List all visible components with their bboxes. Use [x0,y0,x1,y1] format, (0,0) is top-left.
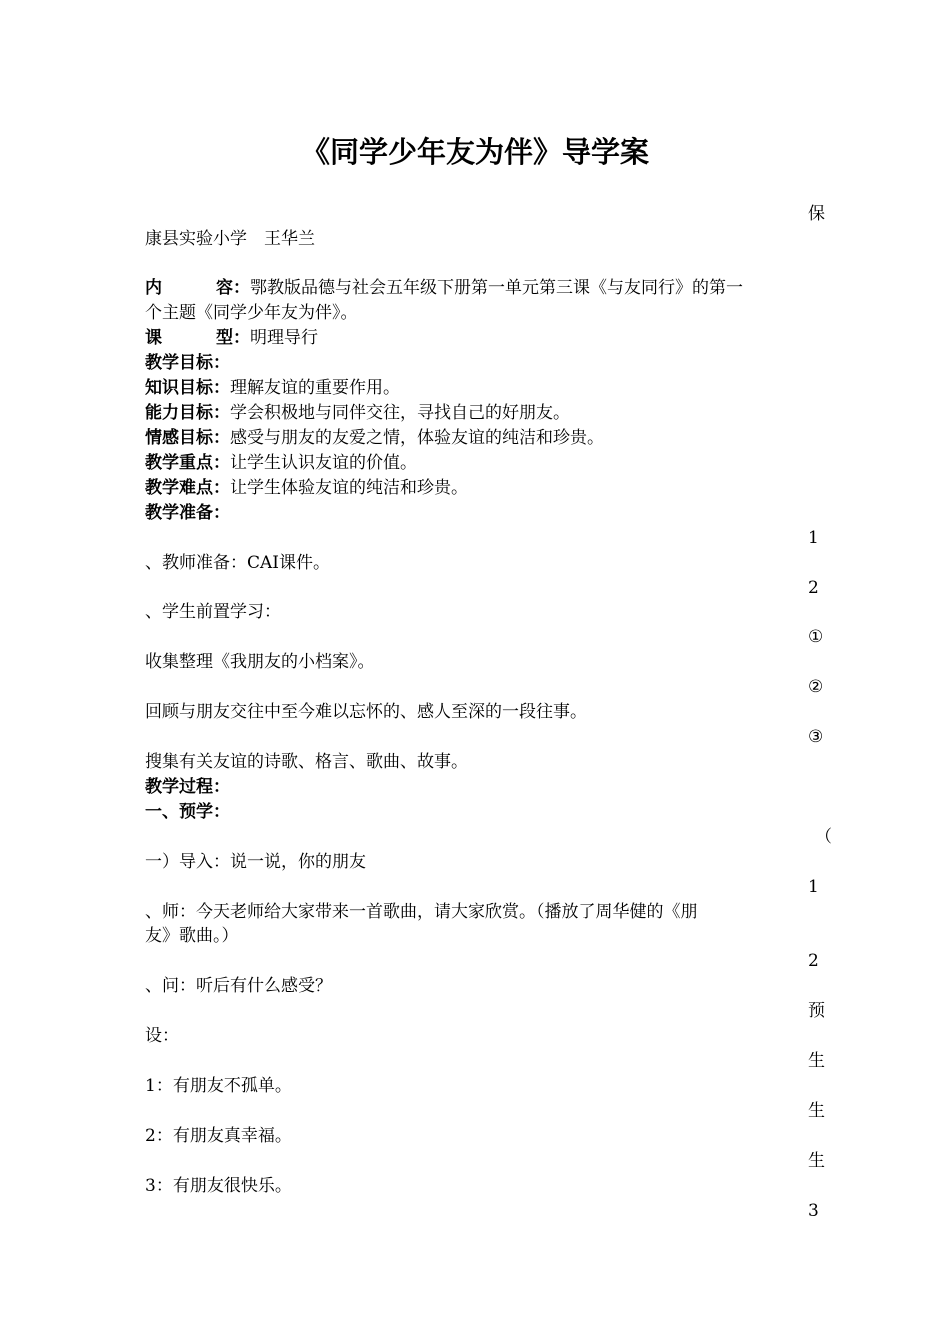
content-colon: ： [233,278,250,298]
section1-marker: 3 [808,1201,819,1221]
section1-marker: 生 [808,1051,825,1071]
lesson-type-label: 课 型 [145,328,233,348]
section1-item-cont: 友》歌曲。） [145,926,239,946]
prep-marker: ② [808,677,824,697]
author-margin-char: 保 [808,204,825,224]
goal-value: 让学生认识友谊的价值。 [230,453,417,473]
prep-item: 回顾与朋友交往中至今难以忘怀的、感人至深的一段往事。 [145,702,587,722]
author-line: 康县实验小学 王华兰 [145,229,315,249]
section1-item: 2：有朋友真幸福。 [145,1126,292,1146]
prep-item: 搜集有关友谊的诗歌、格言、歌曲、故事。 [145,752,468,772]
section1-heading: 一、预学： [145,802,230,822]
section1-item: 、师：今天老师给大家带来一首歌曲，请大家欣赏。（播放了周华健的《朋 [145,902,698,922]
content-line2: 个主题《同学少年友为伴》。 [145,303,358,323]
prep-heading: 教学准备： [145,503,230,523]
content-line1: 鄂教版品德与社会五年级下册第一单元第三课《与友同行》的第一 [250,278,743,298]
goal-value: 让学生体验友谊的纯洁和珍贵。 [230,478,468,498]
goal-item [145,451,417,475]
section1-item: 3：有朋友很快乐。 [145,1176,292,1196]
goal-value: 理解友谊的重要作用。 [230,378,400,398]
content-row [145,276,743,300]
goal-item [145,401,570,425]
section1-marker: 1 [808,877,819,897]
document-title: 《同学少年友为伴》导学案 [300,135,649,169]
goal-value: 感受与朋友的友爱之情，体验友谊的纯洁和珍贵。 [230,428,604,448]
prep-marker: 1 [808,528,819,548]
section1-item: 、问：听后有什么感受？ [145,976,332,996]
goals-heading: 教学目标： [145,353,230,373]
section1-marker: 预 [808,1001,825,1021]
content-label: 内 容 [145,278,233,298]
lesson-type-row [145,326,318,350]
section1-marker: 2 [808,951,819,971]
goal-label: 教学重点： [145,453,230,473]
goal-item [145,426,604,450]
goal-label: 能力目标： [145,403,230,423]
prep-item: 、学生前置学习： [145,602,281,622]
section1-marker: 生 [808,1101,825,1121]
section1-marker: （ [815,827,832,847]
goal-label: 教学难点： [145,478,230,498]
goal-label: 知识目标： [145,378,230,398]
lesson-type-colon: ： [233,328,250,348]
section1-item: 设： [145,1026,179,1046]
prep-item: 收集整理《我朋友的小档案》。 [145,652,375,672]
prep-marker: 2 [808,578,819,598]
section1-item: 1：有朋友不孤单。 [145,1076,292,1096]
prep-marker: ① [808,627,824,647]
prep-marker: ③ [808,727,824,747]
section1-marker: 生 [808,1151,825,1171]
lesson-type-value: 明理导行 [250,328,318,348]
goal-label: 情感目标： [145,428,230,448]
section1-item: 一）导入：说一说，你的朋友 [145,852,366,872]
goal-value: 学会积极地与同伴交往，寻找自己的好朋友。 [230,403,570,423]
goal-item [145,376,400,400]
prep-item: 、教师准备：CAI课件。 [145,553,330,573]
process-heading: 教学过程： [145,777,230,797]
goal-item [145,476,468,500]
